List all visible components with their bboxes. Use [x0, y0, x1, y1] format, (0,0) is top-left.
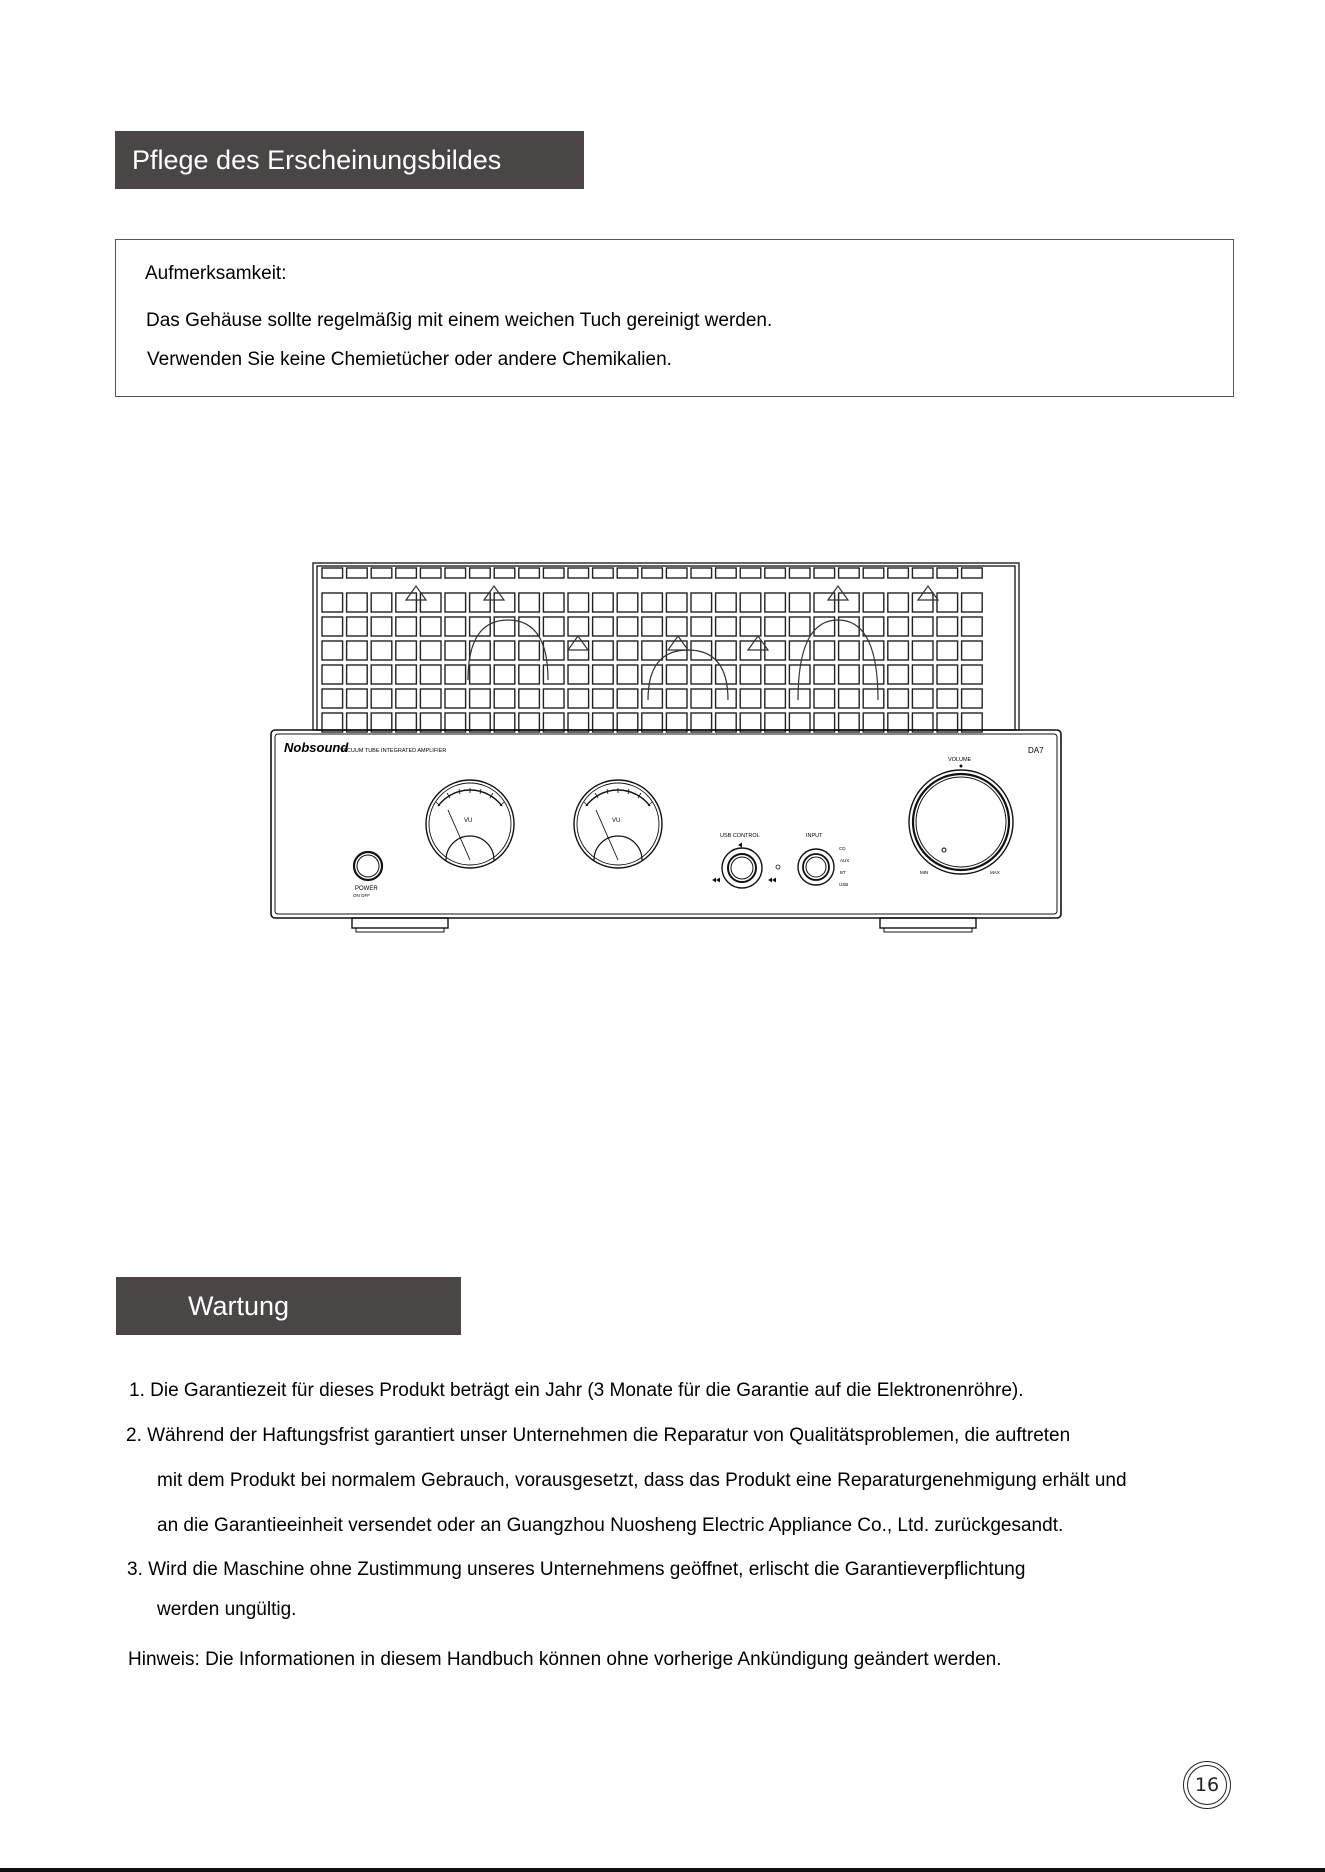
input-option: USB: [839, 882, 849, 887]
cage-cell: [863, 689, 884, 708]
cage-cell: [839, 665, 860, 684]
cage-cell: [445, 593, 466, 612]
cage-cell: [962, 689, 983, 708]
cage-cell: [789, 713, 810, 732]
cage-cell: [470, 641, 491, 660]
cage-cell: [322, 641, 343, 660]
cage-cell: [420, 713, 441, 732]
cage-cell: [814, 689, 835, 708]
cage-cell: [568, 568, 589, 578]
section-header-maintenance: [116, 1277, 461, 1335]
cage-cell: [519, 593, 540, 612]
cage-cell: [420, 641, 441, 660]
cage-cell: [568, 713, 589, 732]
cage-cell: [814, 665, 835, 684]
cage-cell: [740, 665, 761, 684]
cage-cell: [494, 713, 515, 732]
cage-cell: [445, 689, 466, 708]
cage-cell: [912, 568, 933, 578]
cage-cell: [543, 689, 564, 708]
cage-cell: [765, 617, 786, 636]
cage-cell: [937, 568, 958, 578]
cage-cell: [519, 713, 540, 732]
cage-cell: [593, 689, 614, 708]
cage-cell: [888, 617, 909, 636]
cage-cell: [789, 568, 810, 578]
input-option: AUX: [840, 858, 850, 863]
cage-cell: [814, 617, 835, 636]
model-label: DA7: [1028, 746, 1044, 755]
cage-cell: [912, 713, 933, 732]
cage-cell: [937, 689, 958, 708]
cage-cell: [716, 568, 737, 578]
cage-cell: [888, 689, 909, 708]
volume-min-label: MIN: [920, 870, 929, 875]
bottom-rule: [0, 1868, 1325, 1872]
cage-cell: [642, 568, 663, 578]
power-sub-label: ON OFF: [353, 893, 370, 898]
cage-cell: [888, 568, 909, 578]
cage-cell: [617, 713, 638, 732]
cage-cell: [371, 617, 392, 636]
cage-cell: [543, 665, 564, 684]
cage-cell: [642, 713, 663, 732]
cage-cell: [347, 665, 368, 684]
cage-cell: [716, 593, 737, 612]
cage-cell: [912, 617, 933, 636]
cage-cell: [396, 641, 417, 660]
cage-cell: [839, 713, 860, 732]
cage-cell: [863, 665, 884, 684]
cage-cell: [494, 689, 515, 708]
cage-cell: [666, 617, 687, 636]
cage-cell: [814, 568, 835, 578]
notice-line: Das Gehäuse sollte regelmäßig mit einem weichen Tuch gereinigt werden.: [146, 310, 773, 331]
cage-cell: [347, 617, 368, 636]
cage-cell: [347, 713, 368, 732]
cage-cell: [937, 713, 958, 732]
cage-cell: [962, 593, 983, 612]
cage-cell: [543, 593, 564, 612]
cage-cell: [962, 713, 983, 732]
cage-cell: [716, 713, 737, 732]
cage-cell: [593, 617, 614, 636]
cage-cell: [371, 641, 392, 660]
cage-cell: [420, 689, 441, 708]
volume-max-label: MAX: [990, 870, 1000, 875]
usb-control-knob: [712, 843, 780, 889]
cage-cell: [839, 593, 860, 612]
maintenance-line: werden ungültig.: [157, 1599, 297, 1620]
maintenance-line: mit dem Produkt bei normalem Gebrauch, vorausgesetzt, dass das Produkt eine Reparaturgenehmigung erhält und: [157, 1470, 1127, 1491]
cage-cell: [642, 641, 663, 660]
cage-cell: [740, 568, 761, 578]
cage-cell: [962, 617, 983, 636]
cage-cell: [347, 689, 368, 708]
cage-cell: [912, 593, 933, 612]
usb-control-label: USB CONTROL: [720, 833, 760, 839]
input-label: INPUT: [806, 833, 823, 839]
cage-cell: [543, 713, 564, 732]
page-number-badge: [1183, 1761, 1231, 1809]
cage-cell: [322, 593, 343, 612]
cage-cell: [371, 568, 392, 578]
cage-cell: [543, 568, 564, 578]
cage-cell: [863, 713, 884, 732]
cage-cell: [666, 689, 687, 708]
cage-cell: [642, 593, 663, 612]
cage-cell: [396, 593, 417, 612]
cage-cell: [666, 593, 687, 612]
cage-cell: [691, 713, 712, 732]
cage-cell: [617, 593, 638, 612]
cage-cell: [494, 641, 515, 660]
cage-cell: [519, 568, 540, 578]
brand-logo: Nobsound: [284, 740, 349, 755]
cage-cell: [347, 641, 368, 660]
cage-cell: [888, 665, 909, 684]
cage-cell: [740, 689, 761, 708]
cage-cell: [691, 593, 712, 612]
notice-line: Verwenden Sie keine Chemietücher oder andere Chemikalien.: [147, 349, 672, 370]
maintenance-line: 3. Wird die Maschine ohne Zustimmung unseres Unternehmens geöffnet, erlischt die Garantieverpflichtung: [127, 1559, 1026, 1580]
cage-cell: [740, 713, 761, 732]
vu-label: VU: [464, 818, 473, 824]
cage-cell: [617, 641, 638, 660]
cage-cell: [962, 568, 983, 578]
cage-cell: [568, 593, 589, 612]
cage-cell: [789, 641, 810, 660]
cage-cell: [666, 665, 687, 684]
cage-cell: [937, 617, 958, 636]
cage-cell: [912, 665, 933, 684]
cage-cell: [445, 713, 466, 732]
cage-cell: [740, 593, 761, 612]
cage-cell: [568, 617, 589, 636]
section-title: Wartung: [188, 1290, 290, 1321]
amp-subtitle: VACUUM TUBE INTEGRATED AMPLIFIER: [340, 748, 447, 754]
cage-cell: [494, 665, 515, 684]
input-option: BT: [840, 870, 846, 875]
cage-cell: [888, 641, 909, 660]
cage-cell: [593, 593, 614, 612]
cage-cell: [912, 641, 933, 660]
vu-label: VU: [612, 818, 621, 824]
cage-cell: [371, 689, 392, 708]
cage-cell: [543, 617, 564, 636]
cage-cell: [568, 665, 589, 684]
power-button: [354, 852, 382, 880]
cage-cell: [642, 689, 663, 708]
cage-cell: [494, 593, 515, 612]
cage-cell: [445, 617, 466, 636]
cage-cell: [519, 641, 540, 660]
cage-cell: [691, 568, 712, 578]
cage-cell: [863, 593, 884, 612]
volume-label: VOLUME: [948, 757, 972, 763]
cage-cell: [494, 568, 515, 578]
cage-cell: [789, 617, 810, 636]
cage-cell: [716, 689, 737, 708]
cage-cell: [642, 617, 663, 636]
input-option: CD: [839, 846, 846, 851]
cage-cell: [396, 665, 417, 684]
cage-cell: [617, 689, 638, 708]
amplifier-illustration: [268, 560, 1064, 935]
cage-cell: [420, 617, 441, 636]
cage-cell: [322, 713, 343, 732]
cage-cell: [839, 568, 860, 578]
cage-cell: [716, 617, 737, 636]
power-label: POWER: [355, 886, 378, 892]
vu-meter-left: [426, 780, 514, 868]
cage-cell: [617, 568, 638, 578]
cage-cell: [617, 665, 638, 684]
cage-cell: [691, 689, 712, 708]
cage-cell: [839, 689, 860, 708]
cage-cell: [962, 641, 983, 660]
cage-cell: [519, 665, 540, 684]
cage-cell: [322, 617, 343, 636]
cage-cell: [593, 568, 614, 578]
cage-cell: [470, 665, 491, 684]
page-number: 16: [1194, 1774, 1220, 1796]
cage-cell: [470, 713, 491, 732]
section-title: Pflege des Erscheinungsbildes: [132, 144, 502, 175]
hint-line: Hinweis: Die Informationen in diesem Handbuch können ohne vorherige Ankündigung geändert werden.: [128, 1649, 1002, 1670]
cage-cell: [765, 593, 786, 612]
maintenance-line: 2. Während der Haftungsfrist garantiert unser Unternehmen die Reparatur von Qualitätsproblemen, die auftreten: [126, 1425, 1071, 1446]
cage-cell: [617, 617, 638, 636]
tube-cage: [313, 563, 1019, 732]
cage-cell: [347, 568, 368, 578]
cage-cell: [937, 593, 958, 612]
cage-cell: [593, 641, 614, 660]
cage-cell: [396, 713, 417, 732]
cage-cell: [568, 689, 589, 708]
cage-cell: [666, 568, 687, 578]
cage-cell: [371, 593, 392, 612]
cage-cell: [863, 617, 884, 636]
cage-cell: [371, 665, 392, 684]
cage-cell: [765, 713, 786, 732]
cage-cell: [445, 665, 466, 684]
input-knob: [798, 849, 834, 885]
cage-cell: [839, 641, 860, 660]
cage-cell: [691, 617, 712, 636]
cage-cell: [937, 641, 958, 660]
cage-cell: [593, 665, 614, 684]
cage-cell: [765, 689, 786, 708]
chassis: [271, 730, 1061, 932]
cage-cell: [593, 713, 614, 732]
cage-cell: [912, 689, 933, 708]
cage-cell: [470, 689, 491, 708]
cage-cell: [814, 641, 835, 660]
maintenance-line: 1. Die Garantiezeit für dieses Produkt beträgt ein Jahr (3 Monate für die Garantie auf die Elektronenröhre).: [129, 1380, 1024, 1401]
cage-cell: [445, 641, 466, 660]
maintenance-line: an die Garantieeinheit versendet oder an Guangzhou Nuosheng Electric Appliance Co., Ltd. zurückgesandt.: [157, 1515, 1064, 1536]
cage-cell: [863, 568, 884, 578]
cage-cell: [789, 689, 810, 708]
cage-cell: [716, 641, 737, 660]
cage-cell: [322, 568, 343, 578]
cage-cell: [814, 713, 835, 732]
cage-cell: [396, 568, 417, 578]
cage-cell: [470, 568, 491, 578]
cage-cell: [322, 689, 343, 708]
cage-cell: [789, 593, 810, 612]
cage-cell: [765, 568, 786, 578]
cage-cell: [420, 665, 441, 684]
section-header-care: [115, 131, 584, 189]
cage-cell: [888, 593, 909, 612]
cage-cell: [322, 665, 343, 684]
cage-cell: [937, 665, 958, 684]
cage-cell: [740, 617, 761, 636]
cage-cell: [519, 689, 540, 708]
cage-cell: [888, 713, 909, 732]
notice-heading: Aufmerksamkeit:: [145, 263, 287, 284]
notice-box: [115, 239, 1234, 397]
vu-meter-right: [574, 780, 662, 868]
cage-cell: [396, 617, 417, 636]
cage-cell: [962, 665, 983, 684]
cage-cell: [396, 689, 417, 708]
cage-cell: [371, 713, 392, 732]
cage-cell: [445, 568, 466, 578]
cage-cell: [691, 665, 712, 684]
cage-cell: [765, 665, 786, 684]
cage-cell: [420, 568, 441, 578]
cage-cell: [347, 593, 368, 612]
cage-cell: [666, 713, 687, 732]
volume-knob: [909, 765, 1013, 874]
